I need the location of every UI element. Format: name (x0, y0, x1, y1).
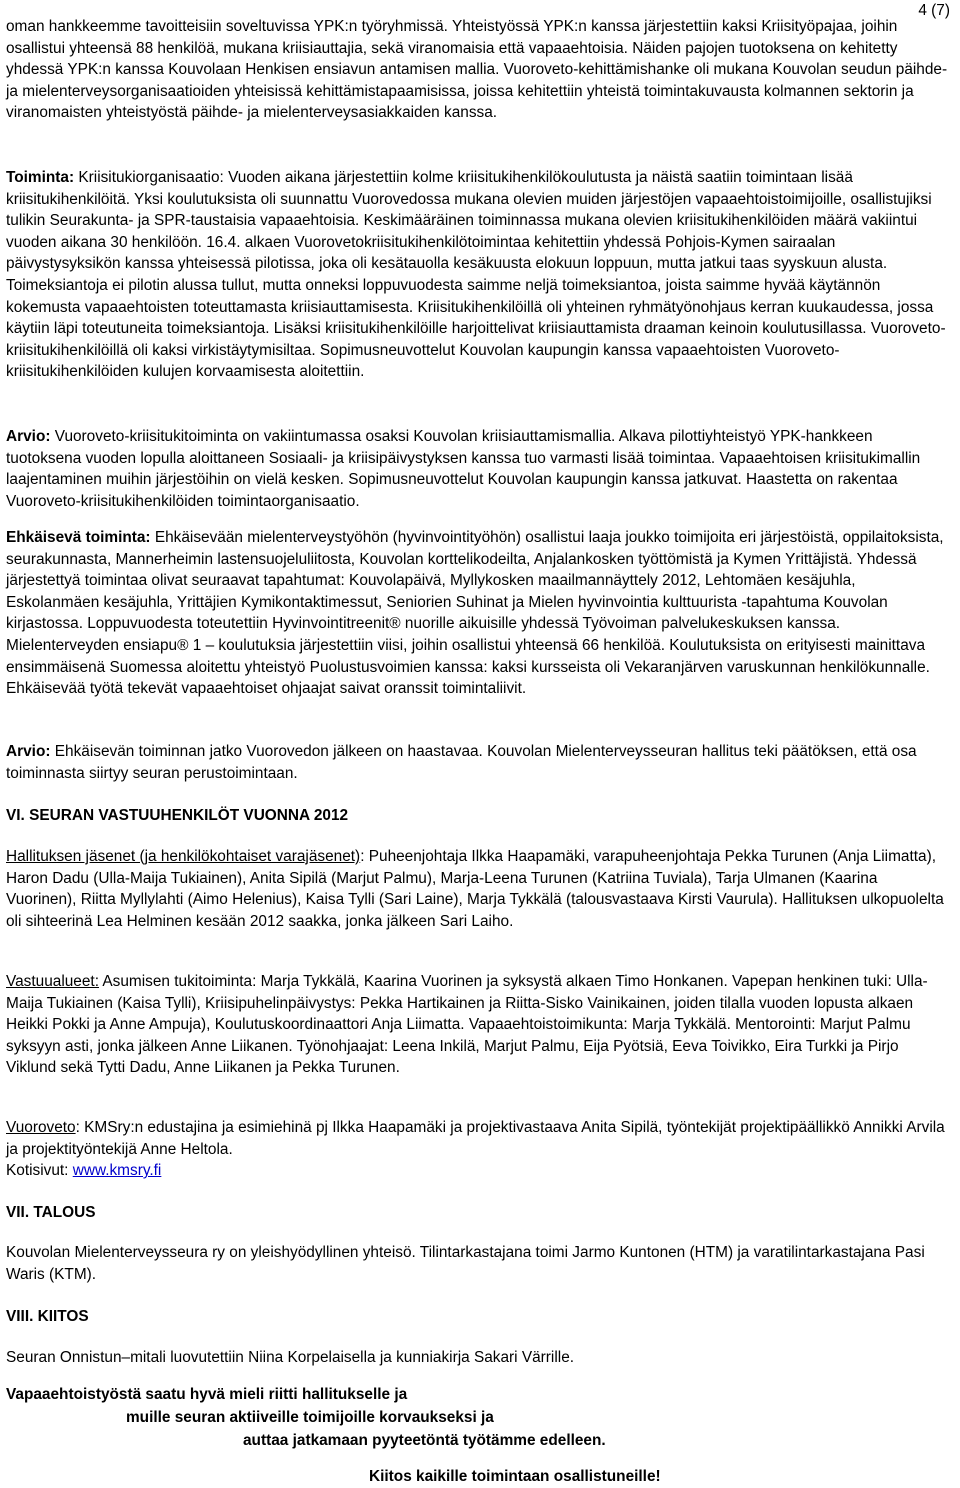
kotisivut-link[interactable]: www.kmsry.fi (72, 1162, 162, 1179)
closing-line-1: Vapaaehtoistyöstä saatu hyvä mieli riitti hallitukselle ja (6, 1386, 408, 1403)
closing-line-2: muille seuran aktiiveille toimijoille korvaukseksi ja (126, 1409, 494, 1426)
hallitus-label: Hallituksen jäsenet (ja henkilökohtaiset varajäsenet) (6, 848, 361, 865)
kotisivut-label: Kotisivut: (6, 1162, 73, 1179)
vuoroveto-label: Vuoroveto (6, 1119, 76, 1136)
vastuualueet-paragraph (6, 971, 952, 1079)
ehkaiseva-label: Ehkäisevä toiminta: (6, 529, 151, 546)
toiminta-label: Toiminta: (6, 169, 75, 186)
closing-line-3: auttaa jatkamaan pyyteetöntä työtämme edelleen. (243, 1432, 606, 1449)
vastuualueet-label: Vastuualueet: (6, 973, 99, 990)
toiminta-text: Kriisitukiorganisaatio: Vuoden aikana järjestettiin kolme kriisitukihenkilökoulutusta ja näistä saatiin toimintaan lisää kriisitukihenkilöitä. Yksi koulutuksista oli suunnattu Vuorovedossa mukana olevien muiden järjestöjen vapaaehtoistoimijoille, osallistujiksi tulikin Seurakunta- ja SPR-taustaisia vapaaehtoisia. Keskimääräinen toiminnassa mukana olevien kriisitukihenkilöiden määrä vakiintui vuoden aikana 30 henkilöön. 16.4. alkaen Vuorovetokriisitukihenkilötoimintaa kehitettiin yhdessä Pohjois-Kymen sairaalan päivystysyksikön kanssa yhteisessä pilotissa, joka oli kesätauolla kesäkuusta elokuun loppuun, mutta jatkui taas syyskuun alusta. Toimeksiantoja ei pilotin alussa tullut, mutta onneksi loppuvuodesta saimme neljä toimeksiantoa, joista saimme hyvää käytännön kokemusta vapaaehtoisten toteuttamasta kriisiauttamisesta. Kriisitukihenkilöillä oli yhteinen ryhmätyönohjaus kerran kuukaudessa, jossa käytiin läpi toteutuneita toimeksiantoja. Lisäksi kriisitukihenkilöille harjoittelivat kriisiauttamista draaman keinoin koulutusillassa. Vuoroveto-kriisitukihenkilöillä oli kaksi virkistäytymisiltaa. Sopimusneuvottelut Kouvolan kaupungin kanssa vapaaehtoisten Vuoroveto-kriisitukihenkilöiden kulujen korvaamisesta aloitettiin. (6, 169, 946, 381)
hallitus-text: : Puheenjohtaja Ilkka Haapamäki, varapuheenjohtaja Pekka Turunen (Anja Liimatta), Haron Dadu (Ulla-Maija Tukiainen), Anita Sipilä (Marjut Palmu), Marja-Leena Turunen (Katriina Tuviala), Tarja Ulmanen (Kaarina Vuorinen), Riitta Myllylahti (Aimo Helenius), Kaisa Tylli (Sari Laine), Marja Tykkälä (talousvastaava Kirsti Vaurula). Hallituksen ulkopuolelta oli sihteerinä Lea Helminen kesään 2012 saakka, jonka jälkeen Sari Laiho. (6, 848, 944, 930)
page-number: 4 (7) (918, 2, 950, 19)
section-vii-heading: VII. TALOUS (6, 1204, 96, 1221)
section-vi-heading: VI. SEURAN VASTUUHENKILÖT VUONNA 2012 (6, 807, 349, 824)
ehkaiseva-paragraph (6, 527, 952, 700)
arvio-label-2: Arvio: (6, 743, 51, 760)
arvio-paragraph-2 (6, 741, 952, 784)
kiitos-paragraph: Seuran Onnistun–mitali luovutettiin Niina Korpelaisella ja kunniakirja Sakari Värrille. (6, 1349, 575, 1366)
talous-paragraph: Kouvolan Mielenterveysseura ry on yleishyödyllinen yhteisö. Tilintarkastajana toimi Jarmo Kuntonen (HTM) ja varatilintarkastajana Pasi Waris (KTM). (6, 1244, 925, 1283)
vastuualueet-text: Asumisen tukitoiminta: Marja Tykkälä, Kaarina Vuorinen ja syksystä alkaen Timo Honkanen. Vapepan henkinen tuki: Ulla-Maija Tukiainen (Kaisa Tylli), Kriisipuhelinpäivystys: Pekka Hartikainen ja Riitta-Sisko Vainikainen, joiden tilalla vuoden lopusta alkaen Heikki Pokki ja Anne Ampuja), Koulutuskoordinaattori Anja Liimatta. Vapaaehtoistoimikunta: Marja Tykkälä. Mentorointi: Marjut Palmu syksyyn asti, jonka jälkeen Anne Liikanen. Työnohjaajat: Leena Inkilä, Marjut Palmu, Eija Pyötsiä, Eeva Toivikko, Eira Turkki ja Pirjo Viklund sekä Tytti Dadu, Anne Liikanen ja Pekka Turunen. (6, 973, 928, 1077)
arvio-text-2: Ehkäisevän toiminnan jatko Vuorovedon jälkeen on haastavaa. Kouvolan Mielenterveysseuran hallitus teki päätöksen, että osa toiminnasta siirtyy seuran perustoimintaan. (6, 743, 917, 782)
ehkaiseva-text: Ehkäisevään mielenterveystyöhön (hyvinvointityöhön) osallistui laaja joukko toimijoita eri järjestöistä, oppilaitoksista, seurakunnasta, Mannerheimin lastensuojeluliitosta, Kouvolan korttelikodeilta, Anjalankosken työttömistä ja Kymen Yrittäjistä. Yhdessä järjestettyä toimintaa olivat seuraavat tapahtumat: Kouvolapäivä, Myllykosken maailmannäyttely 2012, Lehtomäen kesäjuhla, Eskolanmäen kesäjuhla, Yrittäjien Kymikontaktimessut, Seniorien Suhinat ja Mielen hyvinvointia kulttuurista -tapahtuma Kouvolan kirjastossa. Loppuvuodesta toteutettiin Hyvinvointitreenit® nuorille aikuisille yhdessä Työvoiman palvelukeskuksen kanssa. Mielenterveyden ensiapu® 1 – koulutuksia järjestettiin viisi, joihin osallistui yhteensä 66 henkilöä. Koulutuksista on erityisesti mainittava ensimmäisenä Suomessa aloitettu yhteistyö Puolustusvoimien kanssa: kaksi kursseista oli Vekaranjärven varuskunnan henkilökunnalle. Ehkäisevää työtä tekevät vapaaehtoiset ohjaajat saivat oranssit toimintaliivit. (6, 529, 944, 698)
vuoroveto-text: : KMSry:n edustajina ja esimiehinä pj Ilkka Haapamäki ja projektivastaava Anita Sipilä, työntekijät projektipäällikkö Annikki Arvila ja projektityöntekijä Anne Heltola. (6, 1119, 945, 1158)
arvio-text-1: Vuoroveto-kriisitukitoiminta on vakiintumassa osaksi Kouvolan kriisiauttamismallia. Alkava pilottiyhteistyö YPK-hankkeen tuotoksena vuoden lopulla aloittaneen Sosiaali- ja kriisipäivystyksen kanssa tuo varmasti lisää toimintaa. Vapaaehtoisen kriisitukimallin laajentaminen muihin järjestöihin on vielä kesken. Sopimusneuvottelut Kouvolan kaupungin kanssa jatkuvat. Haastetta on rakentaa Vuoroveto-kriisitukihenkilöiden toimintaorganisaatio. (6, 428, 921, 510)
kotisivut-line (6, 1160, 952, 1182)
closing-thanks: Kiitos kaikille toimintaan osallistuneille! (369, 1468, 661, 1485)
toiminta-paragraph (6, 167, 952, 383)
section-viii-heading: VIII. KIITOS (6, 1308, 89, 1325)
arvio-paragraph-1 (6, 426, 952, 512)
intro-paragraph: oman hankkeemme tavoitteisiin soveltuvissa YPK:n työryhmissä. Yhteistyössä YPK:n kanssa järjestettiin kaksi Kriisityöpajaa, joihin osallistui yhteensä 88 henkilöä, mukana kriisiauttajia, sekä viranomaisia että vapaaehtoisia. Näiden pajojen tuotoksena on kehitetty yhdessä YPK:n kanssa Kouvolaan Henkisen ensiavun antamisen mallia. Vuoroveto-kehittämishanke oli mukana Kouvolan seudun päihde- ja mielenterveysorganisaatioiden yhteisissä kehittämistapaamisissa, joissa kehitettiin yhteistä toimintakuvausta kolmannen sektorin ja viranomaisten yhteistyöstä päihde- ja mielenterveysasiakkaiden kanssa. (6, 18, 948, 122)
arvio-label-1: Arvio: (6, 428, 51, 445)
vuoroveto-paragraph (6, 1117, 952, 1160)
hallitus-paragraph (6, 846, 952, 932)
